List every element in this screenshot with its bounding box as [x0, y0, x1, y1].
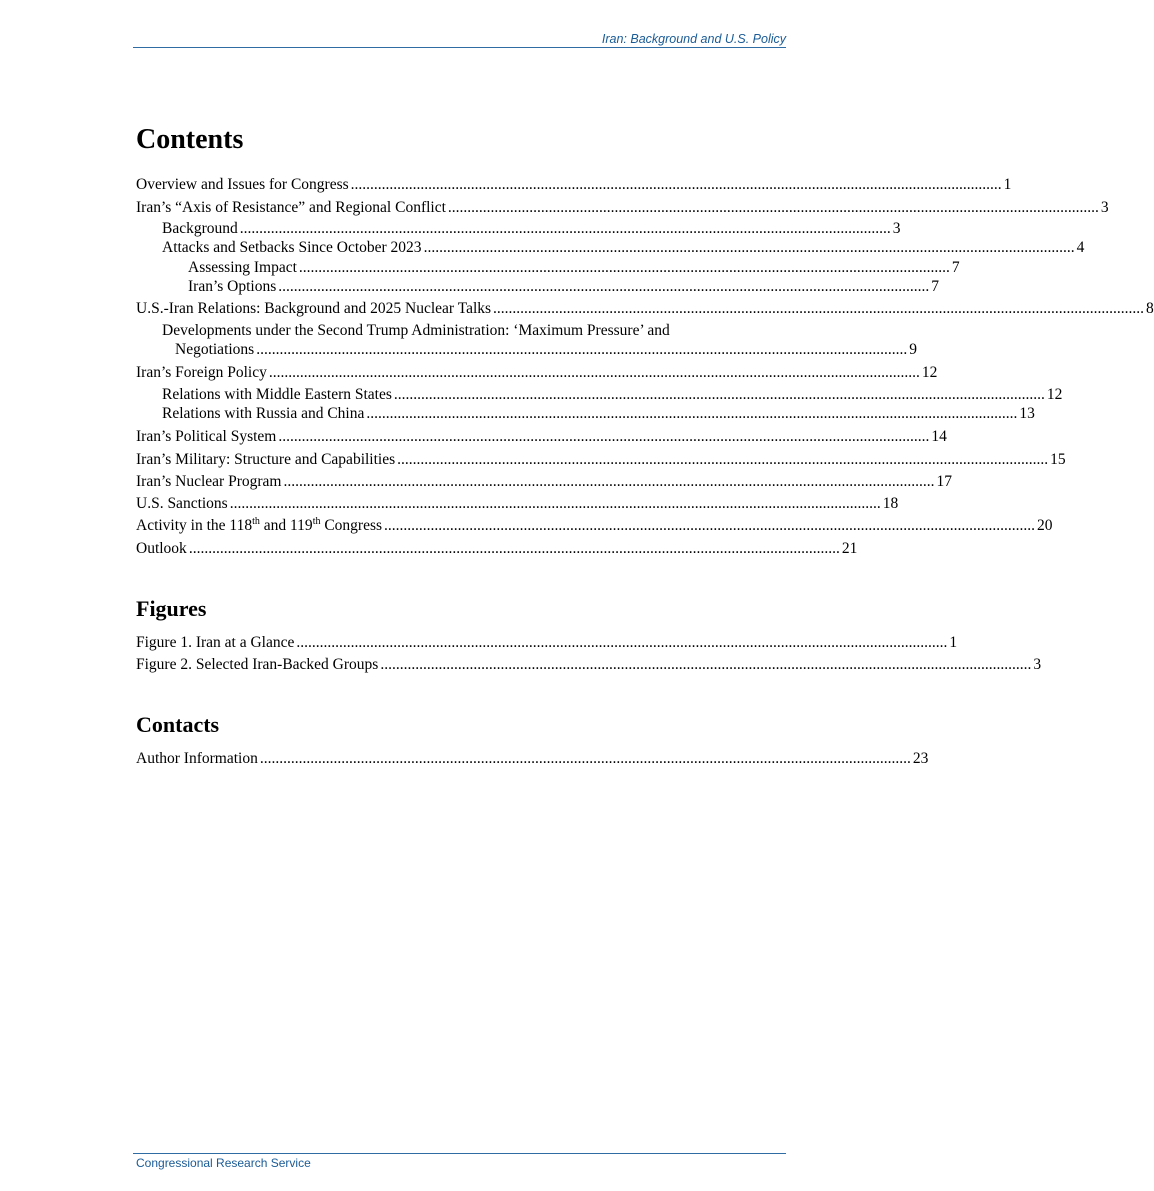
- toc-entry[interactable]: Relations with Russia and China ........................................................................................................................................................................ 13: [162, 405, 1035, 422]
- toc-entry[interactable]: Iran’s Nuclear Program ........................................................................................................................................................................ 17: [136, 473, 952, 490]
- toc-entry[interactable]: U.S.-Iran Relations: Background and 2025 Nuclear Talks ........................................................................................................................................................................ 8: [136, 300, 1154, 317]
- toc-entry[interactable]: Iran’s Military: Structure and Capabilities ........................................................................................................................................................................ 15: [136, 451, 1066, 468]
- toc-entry[interactable]: U.S. Sanctions ........................................................................................................................................................................ 18: [136, 495, 899, 512]
- figure-entry[interactable]: Figure 1. Iran at a Glance ........................................................................................................................................................................ 1: [136, 634, 958, 651]
- contents-heading: Contents: [136, 124, 244, 155]
- toc-entry[interactable]: Attacks and Setbacks Since October 2023 ........................................................................................................................................................................ 4: [162, 239, 1085, 256]
- toc-entry[interactable]: Activity in the 118th and 119th Congress ........................................................................................................................................................................ 20: [136, 515, 1053, 534]
- footer-divider: [133, 1153, 786, 1154]
- running-header: Iran: Background and U.S. Policy: [601, 32, 786, 46]
- toc-entry[interactable]: Background ........................................................................................................................................................................ 3: [162, 220, 901, 237]
- contact-entry[interactable]: Author Information ........................................................................................................................................................................ 23: [136, 750, 929, 767]
- header-divider: [133, 47, 786, 48]
- toc-entry[interactable]: Assessing Impact ........................................................................................................................................................................ 7: [188, 259, 960, 276]
- toc-entry[interactable]: Iran’s Political System ........................................................................................................................................................................ 14: [136, 428, 947, 445]
- toc-entry-line1[interactable]: Developments under the Second Trump Administration: ‘Maximum Pressure’ and: [162, 322, 670, 339]
- toc-entry[interactable]: Iran’s Options ........................................................................................................................................................................ 7: [188, 278, 940, 295]
- contacts-heading: Contacts: [136, 712, 220, 737]
- figures-heading: Figures: [136, 596, 207, 621]
- toc-entry[interactable]: Iran’s “Axis of Resistance” and Regional Conflict ........................................................................................................................................................................ 3: [136, 199, 1109, 216]
- toc-entry[interactable]: Negotiations ........................................................................................................................................................................ 9: [175, 341, 917, 358]
- figure-entry[interactable]: Figure 2. Selected Iran-Backed Groups ........................................................................................................................................................................ 3: [136, 656, 1042, 673]
- toc-entry[interactable]: Iran’s Foreign Policy ........................................................................................................................................................................ 12: [136, 364, 938, 381]
- toc-entry[interactable]: Overview and Issues for Congress ........................................................................................................................................................................ 1: [136, 176, 1012, 193]
- footer-publisher: Congressional Research Service: [136, 1156, 311, 1170]
- toc-entry[interactable]: Relations with Middle Eastern States ........................................................................................................................................................................ 12: [162, 386, 1063, 403]
- toc-entry[interactable]: Outlook ........................................................................................................................................................................ 21: [136, 540, 858, 557]
